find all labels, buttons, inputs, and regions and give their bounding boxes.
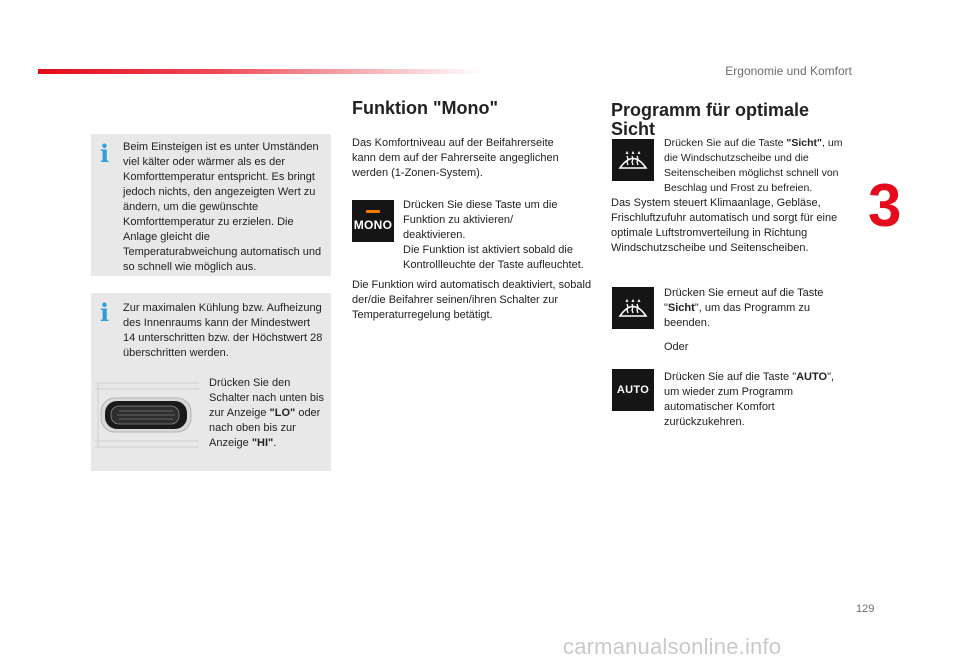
info-box-1 (91, 134, 331, 276)
watermark: carmanualsonline.info (563, 634, 782, 659)
mono-button[interactable] (352, 200, 394, 242)
chapter-number: 3 (868, 172, 902, 239)
visibility-step-1: Drücken Sie auf die Taste "Sicht", um die Windschutzscheibe und die Seitenscheiben möglichst schnell von Beschlag und Frost zu befreien. (664, 137, 843, 194)
auto-button-label: AUTO (616, 384, 650, 396)
page-number: 129 (856, 603, 875, 615)
auto-button[interactable] (612, 369, 654, 411)
mono-section-title: Funktion "Mono" (352, 98, 499, 118)
indicator-light-icon (366, 210, 380, 213)
chapter-accent-bar (38, 69, 483, 74)
info-icon: i (100, 139, 110, 168)
info-icon: i (100, 298, 110, 327)
windshield-demist-icon (617, 294, 649, 322)
info-box-2-text: Zur maximalen Kühlung bzw. Aufheizung des Innenraums kann der Mindestwert 14 unterschritten bzw. der Höchstwert 28 überschritten werden. (123, 302, 323, 359)
mono-button-label: MONO (353, 218, 393, 232)
info-box-1-text: Beim Einsteigen ist es unter Umständen viel kälter oder wärmer als es der Komforttemperatur entspricht. Es bringt jedoch nichts, den angezeigten Wert zu ändern, um die gewünschte Komforttemperatur zu erzielen. Die Anlage gleicht die Temperaturabweichung automatisch und so schnell wie möglich aus. (123, 141, 322, 273)
section-label: Ergonomie und Komfort (725, 64, 852, 78)
switch-instruction: Drücken Sie den Schalter nach unten bis zur Anzeige "LO" oder nach oben bis zur Anzeige "HI". (209, 377, 324, 449)
mono-step: Drücken Sie diese Taste um die Funktion zu aktivieren/ deaktivieren. (403, 199, 558, 241)
mono-intro: Das Komfortniveau auf der Beifahrerseite kann dem auf der Fahrerseite angeglichen werden (1-Zonen-System). (352, 137, 559, 179)
or-label: Oder (664, 341, 689, 353)
visibility-step-2: Drücken Sie erneut auf die Taste "Sicht", um das Programm zu beenden. (664, 287, 824, 329)
temperature-switch-illustration (95, 373, 199, 453)
visibility-section-title: Programm für optimale Sicht (611, 100, 810, 139)
visibility-system-text: Das System steuert Klimaanlage, Gebläse, Frischluftzufuhr automatisch und sorgt für eine optimale Luftstromverteilung in Richtung Windschutzscheibe und Seitenscheiben. (611, 197, 838, 254)
mono-auto-off: Die Funktion wird automatisch deaktiviert, sobald der/die Beifahrer seinen/ihren Schalter zur Temperaturregelung betätigt. (352, 279, 592, 321)
visibility-step-3: Drücken Sie auf die Taste "AUTO", um wieder zum Programm automatischer Komfort zurückzukehren. (664, 371, 835, 428)
visibility-button[interactable] (612, 139, 654, 181)
visibility-button-2[interactable] (612, 287, 654, 329)
mono-note: Die Funktion ist aktiviert sobald die Kontrollleuchte der Taste aufleuchtet. (403, 244, 584, 271)
info-box-2 (91, 293, 331, 471)
windshield-demist-icon (617, 146, 649, 174)
